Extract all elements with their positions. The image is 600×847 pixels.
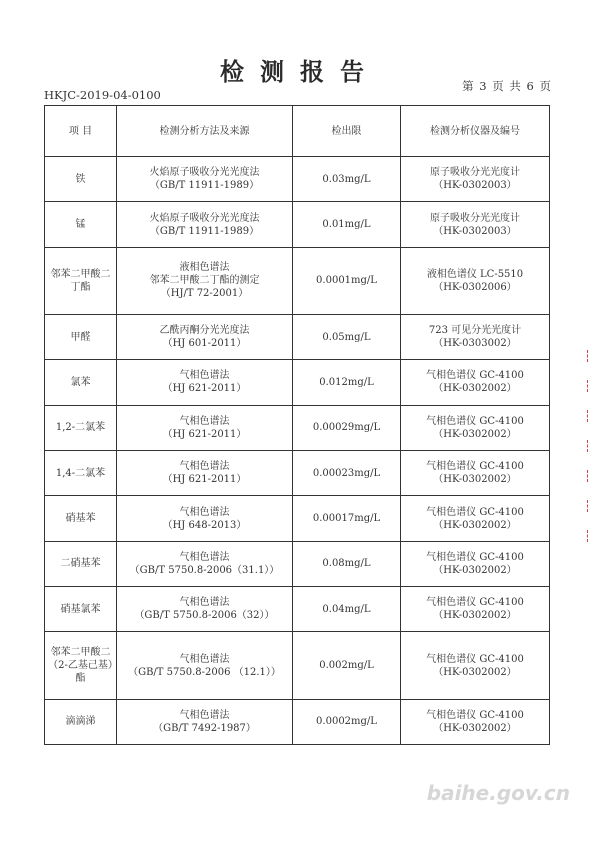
method-line: （GB/T 11911-1989） <box>149 180 260 192</box>
method-line: 火焰原子吸收分光光度法 <box>149 167 260 179</box>
cell-item: 甲醛 <box>45 314 117 359</box>
instrument-line: （HK-0302006） <box>433 281 517 293</box>
instrument-line: （HK-0303002） <box>433 338 517 350</box>
method-line: （HJ 621-2011） <box>162 383 247 395</box>
cell-method <box>117 632 293 699</box>
report-number: HKJC-2019-04-0100 <box>44 88 161 102</box>
instrument-line: （HK-0302003） <box>433 180 517 192</box>
instrument-line: 气相色谱仪 GC-4100 <box>426 551 524 563</box>
table-row <box>45 450 550 495</box>
cell-detection-limit: 0.0001mg/L <box>293 247 401 314</box>
cell-instrument <box>401 405 550 450</box>
cell-item: 硝基氯苯 <box>45 587 117 632</box>
table-row <box>45 496 550 541</box>
instrument-line: （HK-0302002） <box>433 383 517 395</box>
cell-method <box>117 541 293 586</box>
cell-method <box>117 247 293 314</box>
instrument-line: 气相色谱仪 GC-4100 <box>426 597 524 609</box>
table-row <box>45 314 550 359</box>
cell-item: 1,2-二氯苯 <box>45 405 117 450</box>
instrument-line: （HK-0302002） <box>433 666 517 678</box>
table-body <box>45 157 550 745</box>
column-header-limit: 检出限 <box>293 106 401 157</box>
method-line: 液相色谱法 <box>179 262 230 274</box>
cell-detection-limit: 0.00029mg/L <box>293 405 401 450</box>
method-line: （GB/T 11911-1989） <box>149 225 260 237</box>
cell-instrument <box>401 202 550 247</box>
method-line: （GB/T 5750.8-2006（31.1）） <box>129 564 280 576</box>
cell-item: 氯苯 <box>45 360 117 405</box>
cell-item: 1,4-二氯苯 <box>45 450 117 495</box>
instrument-line: 气相色谱仪 GC-4100 <box>426 506 524 518</box>
cell-instrument <box>401 360 550 405</box>
method-line: （HJ 648-2013） <box>162 519 247 531</box>
method-line: 乙酰丙酮分光光度法 <box>159 325 250 337</box>
column-header-item: 项 目 <box>45 106 117 157</box>
method-line: （HJ 621-2011） <box>162 428 247 440</box>
instrument-line: （HK-0302002） <box>433 564 517 576</box>
cell-method <box>117 202 293 247</box>
cell-item: 硝基苯 <box>45 496 117 541</box>
cell-instrument <box>401 496 550 541</box>
method-line: 气相色谱法 <box>179 597 230 609</box>
instrument-line: 气相色谱仪 GC-4100 <box>426 709 524 721</box>
instrument-line: 原子吸收分光光度计 <box>430 167 520 179</box>
instrument-line: 原子吸收分光光度计 <box>430 212 520 224</box>
table-row <box>45 202 550 247</box>
cell-method <box>117 360 293 405</box>
instrument-line: （HK-0302002） <box>433 474 517 486</box>
cell-detection-limit: 0.03mg/L <box>293 157 401 202</box>
instrument-line: 液相色谱仪 LC-5510 <box>426 268 524 280</box>
cell-instrument <box>401 157 550 202</box>
method-line: （GB/T 5750.8-2006（32）） <box>134 610 275 622</box>
method-line: （GB/T 7492-1987） <box>153 722 256 734</box>
cell-detection-limit: 0.012mg/L <box>293 360 401 405</box>
table-row <box>45 157 550 202</box>
table-row <box>45 247 550 314</box>
cell-item: 滴滴涕 <box>45 699 117 744</box>
cell-detection-limit: 0.00023mg/L <box>293 450 401 495</box>
column-header-method: 检测分析方法及来源 <box>117 106 293 157</box>
cell-detection-limit: 0.04mg/L <box>293 587 401 632</box>
binding-perforation-marks <box>587 350 595 550</box>
cell-detection-limit: 0.05mg/L <box>293 314 401 359</box>
cell-method <box>117 699 293 744</box>
cell-instrument <box>401 632 550 699</box>
instrument-line: 气相色谱仪 GC-4100 <box>426 415 524 427</box>
method-line: 气相色谱法 <box>179 709 230 721</box>
method-line: 气相色谱法 <box>179 461 230 473</box>
instrument-line: （HK-0302002） <box>433 722 517 734</box>
method-line: 气相色谱法 <box>179 506 230 518</box>
method-line: 气相色谱法 <box>179 653 230 665</box>
cell-instrument <box>401 450 550 495</box>
column-header-instrument: 检测分析仪器及编号 <box>401 106 550 157</box>
method-line: 气相色谱法 <box>179 551 230 563</box>
instrument-line: （HK-0302002） <box>433 428 517 440</box>
table-row <box>45 405 550 450</box>
cell-method <box>117 157 293 202</box>
cell-item: 邻苯二甲酸二丁酯 <box>45 247 117 314</box>
cell-instrument <box>401 314 550 359</box>
method-line: 气相色谱法 <box>179 370 230 382</box>
cell-method <box>117 496 293 541</box>
cell-detection-limit: 0.0002mg/L <box>293 699 401 744</box>
cell-instrument <box>401 587 550 632</box>
cell-method <box>117 587 293 632</box>
instrument-line: 气相色谱仪 GC-4100 <box>426 370 524 382</box>
site-watermark: baihe.gov.cn <box>426 781 570 805</box>
cell-item: 邻苯二甲酸二（2-乙基己基）酯 <box>45 632 117 699</box>
instrument-line: （HK-0302002） <box>433 610 517 622</box>
test-methods-table <box>44 105 550 745</box>
cell-item: 锰 <box>45 202 117 247</box>
table-row <box>45 587 550 632</box>
method-line: 气相色谱法 <box>179 415 230 427</box>
instrument-line: 气相色谱仪 GC-4100 <box>426 461 524 473</box>
method-line: （HJ 621-2011） <box>162 474 247 486</box>
cell-method <box>117 405 293 450</box>
instrument-line: （HK-0302003） <box>433 225 517 237</box>
cell-detection-limit: 0.002mg/L <box>293 632 401 699</box>
method-line: （GB/T 5750.8-2006 （12.1）） <box>128 666 281 678</box>
cell-instrument <box>401 699 550 744</box>
cell-method <box>117 314 293 359</box>
table-row <box>45 360 550 405</box>
cell-instrument <box>401 541 550 586</box>
instrument-line: 气相色谱仪 GC-4100 <box>426 653 524 665</box>
table-row <box>45 699 550 744</box>
cell-item: 铁 <box>45 157 117 202</box>
cell-detection-limit: 0.08mg/L <box>293 541 401 586</box>
page-number: 第 3 页 共 6 页 <box>462 79 552 93</box>
table-row <box>45 541 550 586</box>
method-line: （HJ/T 72-2001） <box>160 288 249 300</box>
method-line: （HJ 601-2011） <box>162 338 247 350</box>
cell-method <box>117 450 293 495</box>
instrument-line: 723 可见分光光度计 <box>428 325 522 337</box>
table-row <box>45 632 550 699</box>
table-header-row <box>45 106 550 157</box>
cell-detection-limit: 0.01mg/L <box>293 202 401 247</box>
instrument-line: （HK-0302002） <box>433 519 517 531</box>
cell-item: 二硝基苯 <box>45 541 117 586</box>
method-line: 邻苯二甲酸二丁酯的测定 <box>149 275 260 287</box>
method-line: 火焰原子吸收分光光度法 <box>149 212 260 224</box>
cell-instrument <box>401 247 550 314</box>
cell-detection-limit: 0.00017mg/L <box>293 496 401 541</box>
page-title: 检测报告 <box>220 57 380 86</box>
